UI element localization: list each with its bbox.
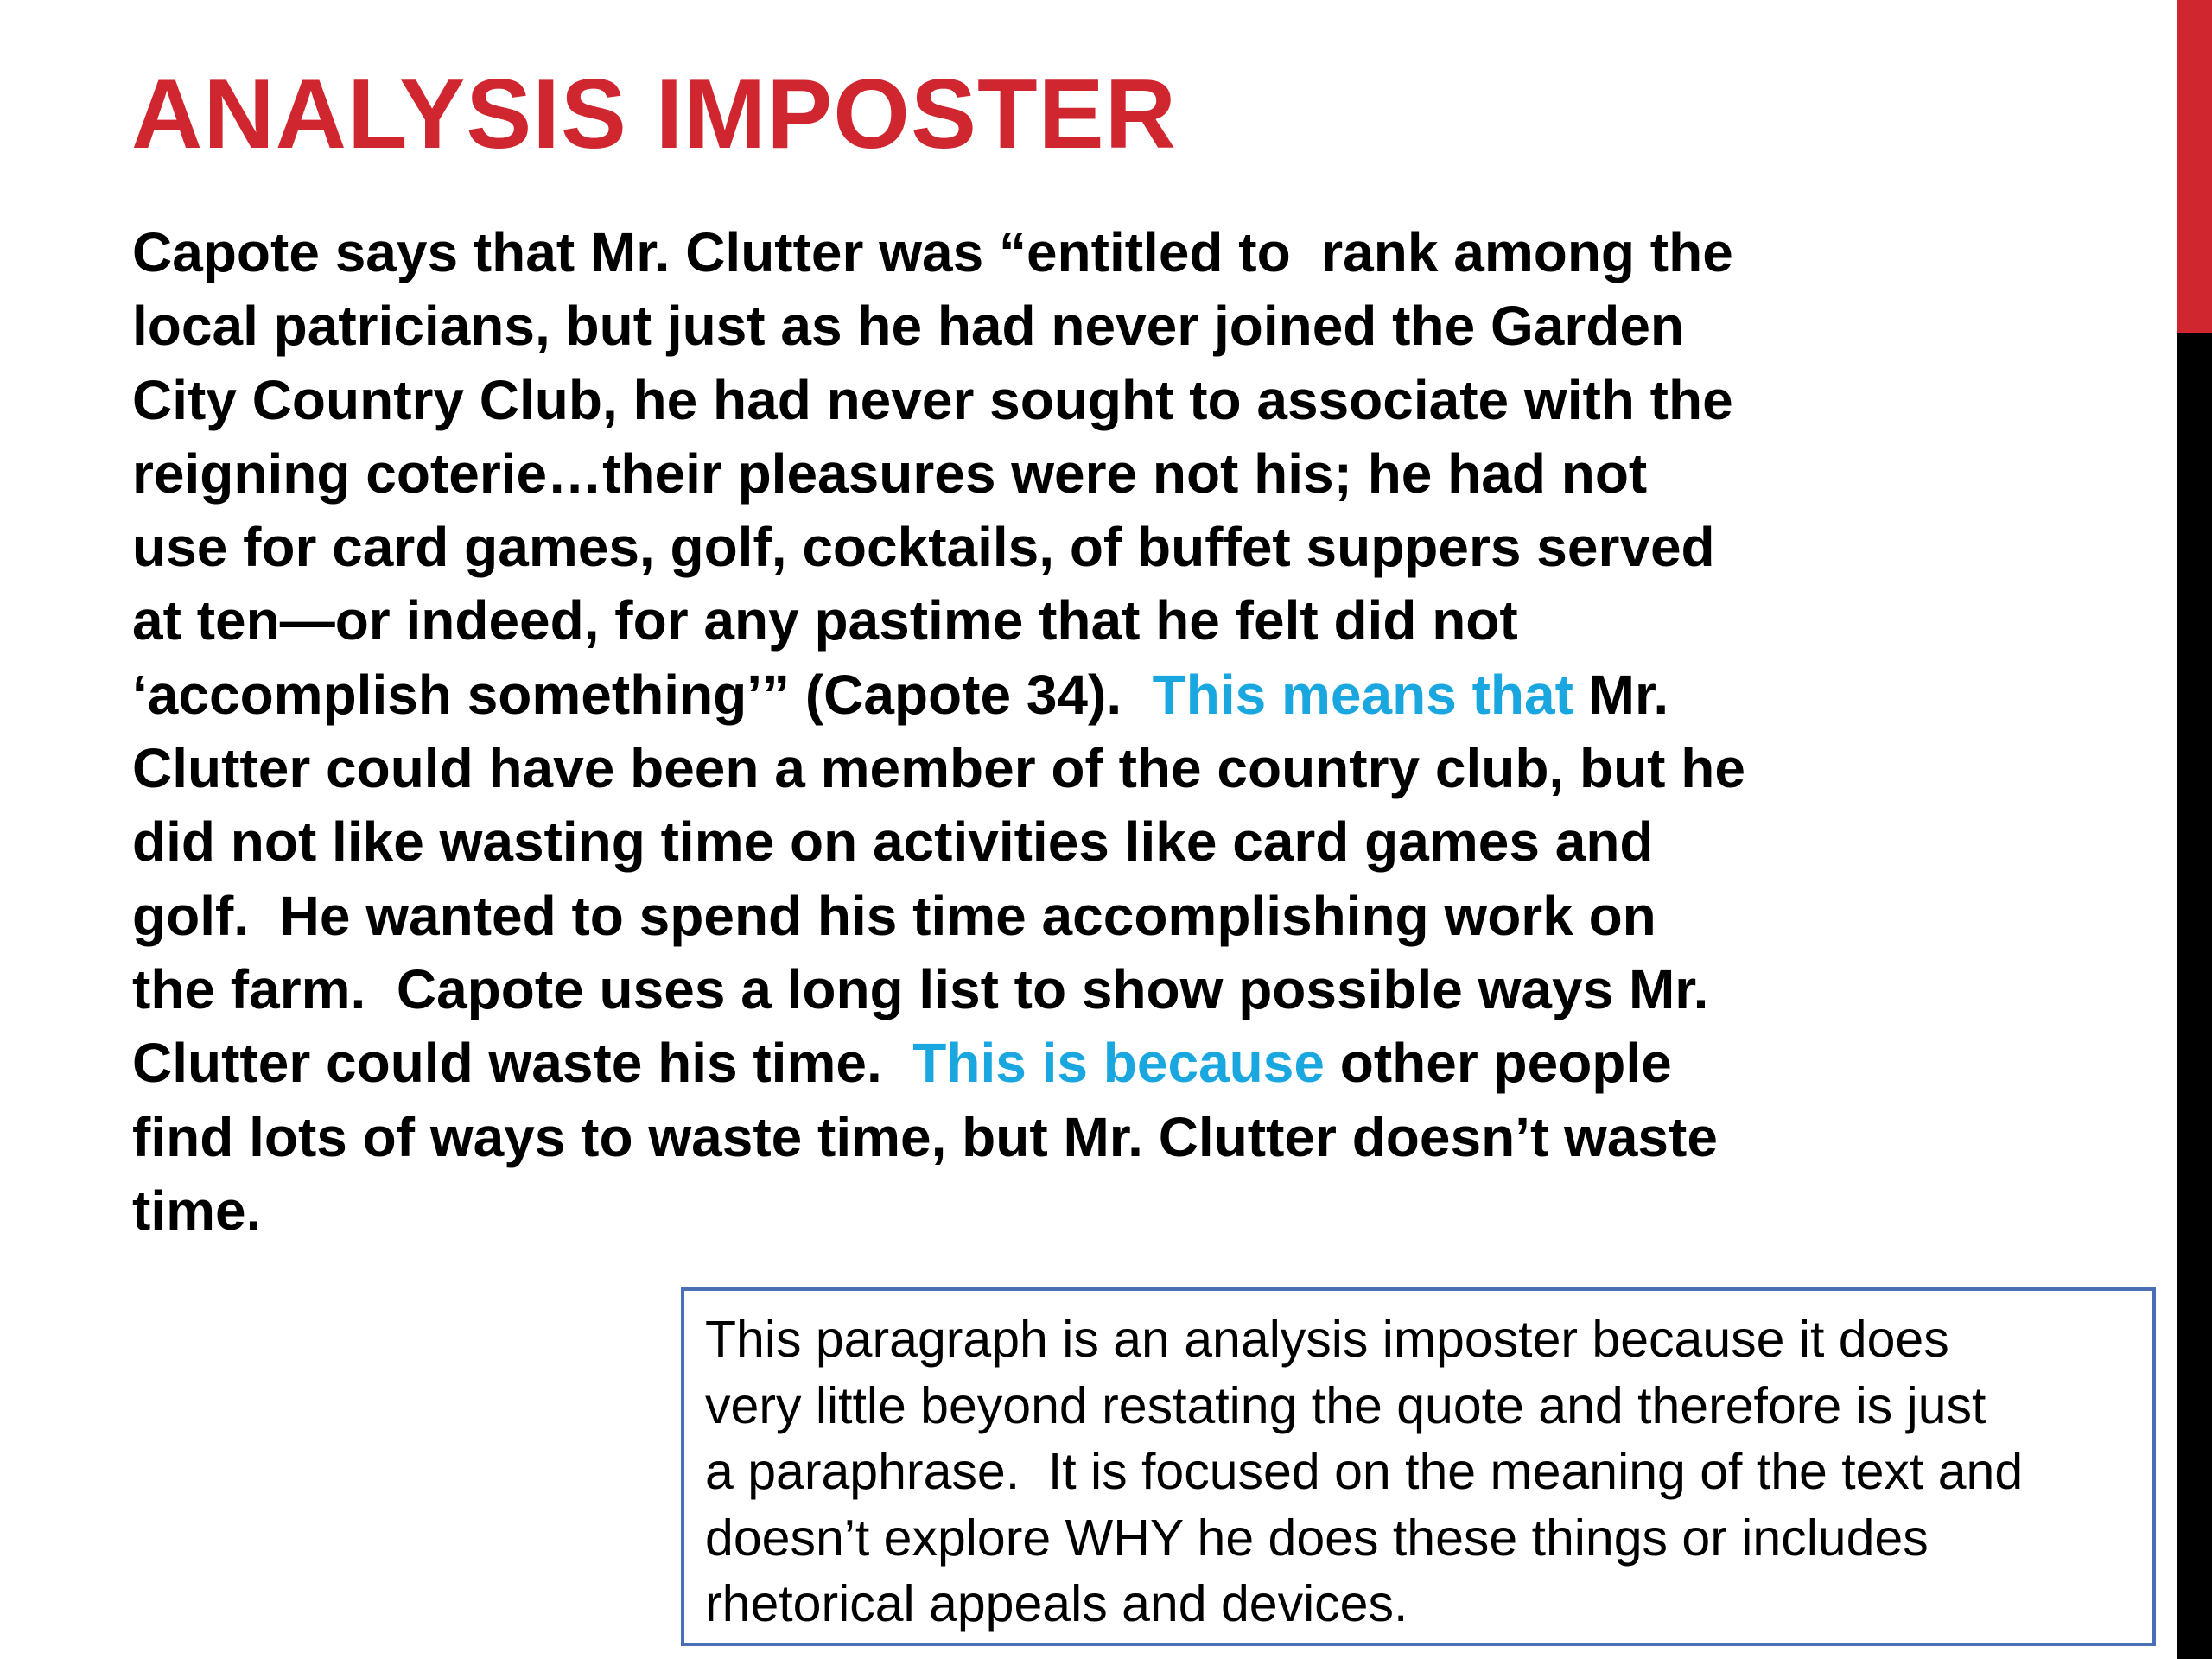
paragraph-text: ‘accomplish something’” (Capote 34). (132, 663, 1153, 726)
paragraph-line: reigning coterie…their pleasures were not his; he had not (132, 442, 1648, 505)
paragraph-line: the farm. Capote uses a long list to show possible ways Mr. (132, 957, 1709, 1020)
paragraph-line: City Country Club, he had never sought to associate with the (132, 368, 1733, 431)
callout-text (705, 1306, 2148, 1637)
paragraph-line: Clutter could have been a member of the country club, but he (132, 737, 1745, 800)
explanation-callout-box (681, 1287, 2156, 1646)
paragraph-text: Clutter could waste his time. (132, 1032, 913, 1095)
callout-line: rhetorical appeals and devices. (705, 1575, 1408, 1632)
callout-line: very little beyond restating the quote and therefore is just (705, 1376, 1986, 1434)
transition-phrase-highlight: This is because (912, 1032, 1325, 1095)
paragraph-line (132, 658, 1947, 732)
callout-line: doesn’t explore WHY he does these things or includes (705, 1509, 1929, 1567)
paragraph-line: did not like wasting time on activities like card games and (132, 810, 1654, 874)
paragraph-line: at ten—or indeed, for any pastime that he felt did not (132, 589, 1518, 652)
callout-line: This paragraph is an analysis imposter because it does (705, 1311, 1949, 1368)
paragraph-line: use for card games, golf, cocktails, of buffet suppers served (132, 516, 1715, 579)
paragraph-text: other people (1324, 1032, 1672, 1095)
analysis-paragraph (132, 216, 1947, 1248)
transition-phrase-highlight: This means that (1152, 663, 1573, 726)
paragraph-line: golf. He wanted to spend his time accomplishing work on (132, 884, 1656, 947)
paragraph-line: Capote says that Mr. Clutter was “entitled to rank among the (132, 221, 1733, 283)
slide-title: ANALYSIS IMPOSTER (131, 60, 1177, 169)
paragraph-line: local patricians, but just as he had never joined the Garden (132, 295, 1684, 358)
paragraph-line (132, 1027, 1947, 1100)
callout-line: a paraphrase. It is focused on the meaning of the text and (705, 1443, 2024, 1500)
paragraph-text: Mr. (1573, 663, 1669, 726)
paragraph-line: find lots of ways to waste time, but Mr. Clutter doesn’t waste (132, 1105, 1718, 1168)
paragraph-line: time. (132, 1179, 262, 1242)
side-accent-bar-black (2177, 333, 2212, 1659)
side-accent-bar-red (2177, 0, 2212, 333)
